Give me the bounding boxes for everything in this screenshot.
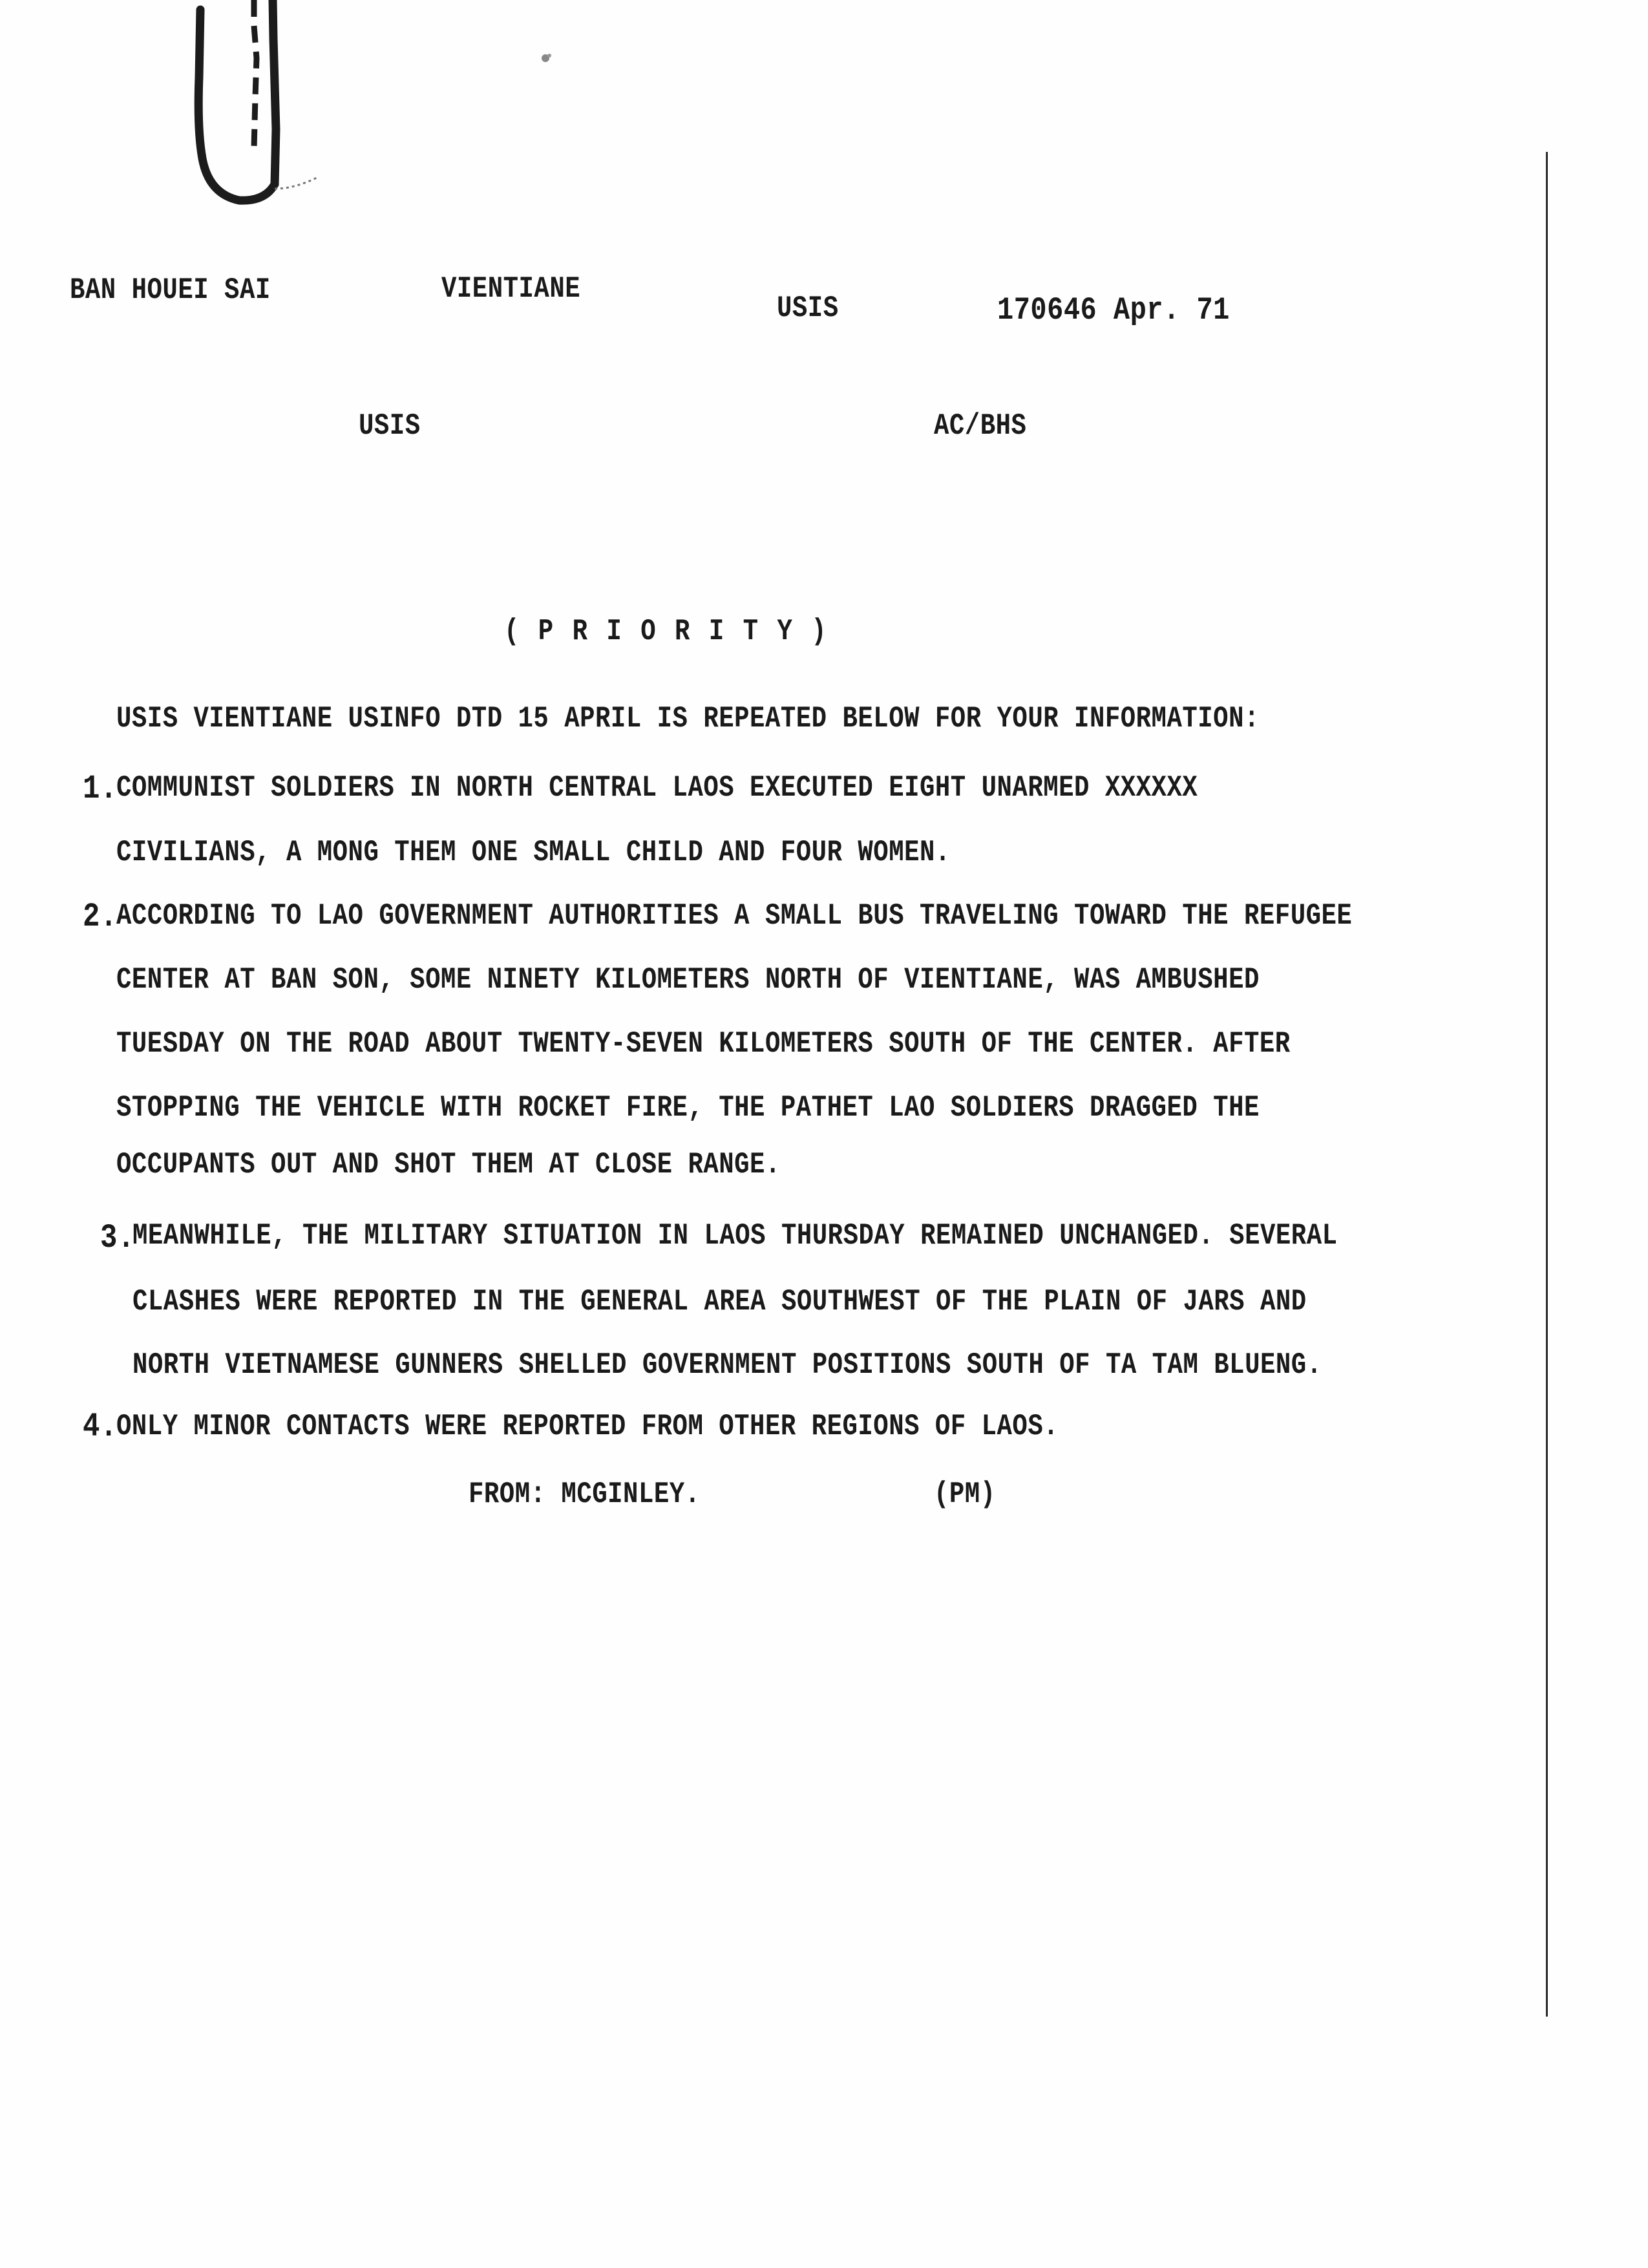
paragraph-number: 3. [100,1219,135,1258]
paragraph-line: COMMUNIST SOLDIERS IN NORTH CENTRAL LAOS EXECUTED EIGHT UNARMED XXXXXX [116,771,1198,805]
agency: USIS [777,291,839,326]
paragraph-number: 4. [83,1408,118,1447]
from-signature: FROM: MCGINLEY. [469,1478,701,1512]
routing-code: AC/BHS [934,409,1027,443]
from-station: BAN HOUEI SAI [70,273,271,308]
paragraph-line: NORTH VIETNAMESE GUNNERS SHELLED GOVERNMENT POSITIONS SOUTH OF TA TAM BLUENG. [132,1348,1322,1383]
paragraph-line: TUESDAY ON THE ROAD ABOUT TWENTY-SEVEN KILOMETERS SOUTH OF THE CENTER. AFTER [116,1027,1291,1061]
binder-hole-mark [178,0,333,220]
precedence: ( P R I O R I T Y ) [504,615,829,649]
to-station: VIENTIANE [441,272,581,306]
paragraph-line: STOPPING THE VEHICLE WITH ROCKET FIRE, THE PATHET LAO SOLDIERS DRAGGED THE [116,1091,1260,1125]
paragraph-number: 2. [83,898,118,937]
paragraph-line: MEANWHILE, THE MILITARY SITUATION IN LAOS THURSDAY REMAINED UNCHANGED. SEVERAL [132,1219,1338,1253]
paragraph-line: CLASHES WERE REPORTED IN THE GENERAL AREA SOUTHWEST OF THE PLAIN OF JARS AND [132,1285,1307,1319]
paragraph-line: CENTER AT BAN SON, SOME NINETY KILOMETERS NORTH OF VIENTIANE, WAS AMBUSHED [116,963,1260,997]
info-addressee: USIS [359,409,421,443]
paragraph-line: OCCUPANTS OUT AND SHOT THEM AT CLOSE RANGE. [116,1148,781,1182]
operator-initials: (PM) [934,1478,996,1512]
paragraph-number: 1. [83,770,118,809]
paragraph-line: ONLY MINOR CONTACTS WERE REPORTED FROM OTHER REGIONS OF LAOS. [116,1410,1059,1444]
ink-smudge [536,48,556,68]
intro-line: USIS VIENTIANE USINFO DTD 15 APRIL IS REPEATED BELOW FOR YOUR INFORMATION: [116,702,1260,736]
margin-rule [1546,152,1548,2017]
paragraph-line: ACCORDING TO LAO GOVERNMENT AUTHORITIES A SMALL BUS TRAVELING TOWARD THE REFUGEE [116,899,1353,933]
paragraph-line: CIVILIANS, A MONG THEM ONE SMALL CHILD AND FOUR WOMEN. [116,836,951,870]
date-time-group: 170646 Apr. 71 [997,291,1230,329]
